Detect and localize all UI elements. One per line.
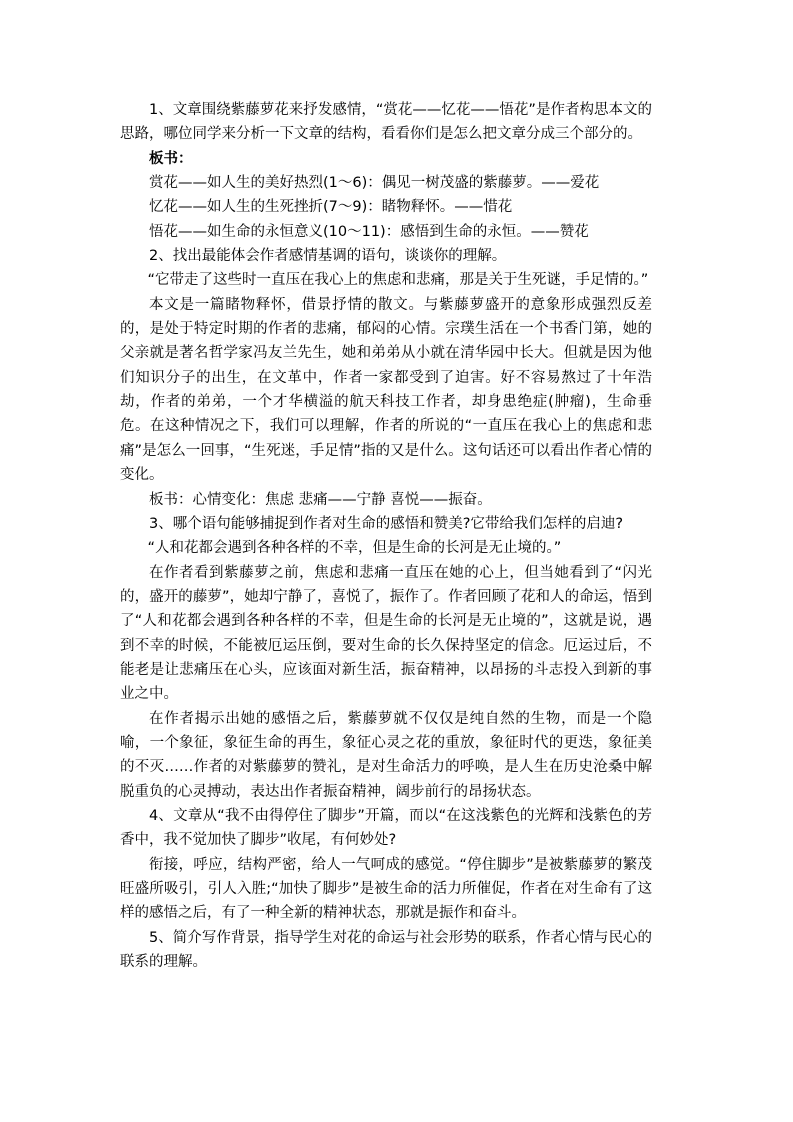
question-3-answer-1: 在作者看到紫藤萝之前，焦虑和悲痛一直压在她的心上，但当她看到了“闪光的，盛开的藤萝”，她却宁静了，喜悦了，振作了。作者回顾了花和人的命运，悟到了“人和花都会遇到各种各样的不幸，但是生命的长河是无止境的”，这就是说，遇到不幸的时候，不能被厄运压倒，要对生命的长久保持坚定的信念。厄运过后，不能老是让悲痛压在心头，应该面对新生活，振奋精神，以昂扬的斗志投入到新的事业之中。 (120, 564, 652, 703)
question-4: 4、文章从“我不由得停住了脚步”开篇，而以“在这浅紫色的光辉和浅紫色的芳香中，我不觉加快了脚步”收尾，有何妙处? (120, 807, 652, 849)
board-mood-change: 板书：心情变化：焦虑 悲痛——宁静 喜悦——振奋。 (149, 491, 492, 508)
question-2-quote: “它带走了这些时一直压在我心上的焦虑和悲痛，那是关于生死谜，手足情的。” (147, 272, 649, 289)
document-body (120, 98, 652, 974)
board-heading: 板书： (149, 150, 193, 167)
question-3: 3、哪个语句能够捕捉到作者对生命的感悟和赞美?它带给我们怎样的启迪? (149, 515, 624, 532)
question-2: 2、找出最能体会作者感情基调的语句，谈谈你的理解。 (149, 248, 507, 265)
question-1: 1、文章围绕紫藤萝花来抒发感情，“赏花——忆花——悟花”是作者构思本文的思路，哪位同学来分析一下文章的结构，看看你们是怎么把文章分成三个部分的。 (120, 102, 652, 143)
board-line-recall: 忆花——如人生的生死挫折(7～9)：睹物释怀。——惜花 (149, 199, 513, 216)
question-3-answer-2: 在作者揭示出她的感悟之后，紫藤萝就不仅仅是纯自然的生物，而是一个隐喻，一个象征，象征生命的再生，象征心灵之花的重放，象征时代的更迭，象征美的不灭……作者的对紫藤萝的赞礼，是对生命活力的呼唤，是人生在历史沧桑中解脱重负的心灵搏动，表达出作者振奋精神，阔步前行的昂扬状态。 (120, 710, 652, 800)
question-4-answer: 衔接，呼应，结构严密，给人一气呵成的感觉。“停住脚步”是被紫藤萝的繁茂旺盛所吸引，引人入胜;“加快了脚步”是被生命的活力所催促，作者在对生命有了这样的感悟之后，有了一种全新的精神状态，那就是振作和奋斗。 (120, 856, 652, 922)
question-2-answer: 本文是一篇睹物释怀，借景抒情的散文。与紫藤萝盛开的意象形成强烈反差的，是处于特定时期的作者的悲痛，郁闷的心情。宗璞生活在一个书香门第，她的父亲就是著名哲学家冯友兰先生，她和弟弟从小就在清华园中长大。但就是因为他们知识分子的出生，在文革中，作者一家都受到了迫害。好不容易熬过了十年浩劫，作者的弟弟，一个才华横溢的航天科技工作者，却身患绝症(肿瘤)，生命垂危。在这种情况之下，我们可以理解，作者的所说的“一直压在我心上的焦虑和悲痛”是怎么一回事，“生死迷，手足情”指的又是什么。这句话还可以看出作者心情的变化。 (120, 296, 652, 484)
question-3-quote: “人和花都会遇到各种各样的不幸，但是生命的长河是无止境的。” (147, 540, 562, 557)
board-line-realize: 悟花——如生命的永恒意义(10～11)：感悟到生命的永恒。——赞花 (149, 223, 589, 240)
board-line-appreciate: 赏花——如人生的美好热烈(1～6)：偶见一树茂盛的紫藤萝。——爱花 (149, 175, 600, 192)
question-5: 5、简介写作背景，指导学生对花的命运与社会形势的联系，作者心情与民心的联系的理解。 (120, 929, 652, 971)
